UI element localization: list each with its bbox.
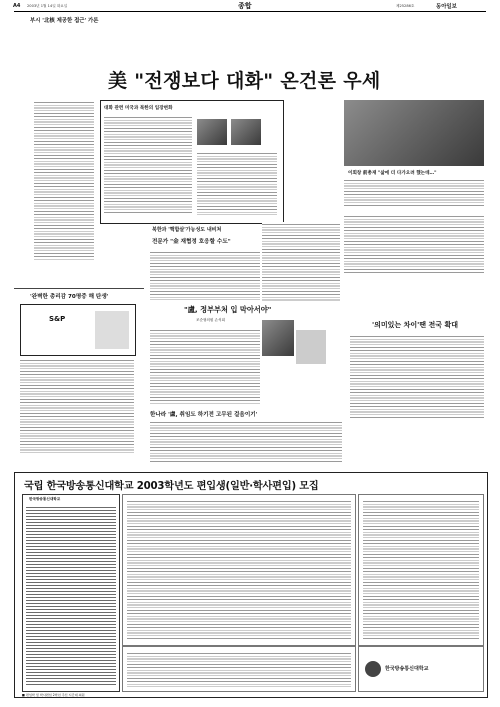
mid-right-text bbox=[350, 334, 484, 420]
paper-name: 동아일보 bbox=[436, 4, 457, 10]
university-logo-icon bbox=[365, 661, 381, 677]
bottom-center-text bbox=[150, 420, 342, 464]
top-subbox-title: 대화 관련 미국과 북한의 입장변화 bbox=[104, 106, 173, 111]
mid-center2-portrait-b bbox=[296, 330, 326, 364]
sp-logo: S&P bbox=[49, 315, 66, 323]
ad-left-box-title: 한국방송통신대학교 bbox=[29, 497, 61, 501]
mid-right-headline: '의미있는 차이'땐 전국 확대 bbox=[372, 321, 458, 329]
top-subbox bbox=[100, 100, 284, 224]
mid-center2-headline: "盧, 정부부처 입 막아서야" bbox=[184, 305, 272, 314]
mid-center2-byline: 조순형의원 손석희 bbox=[196, 318, 225, 322]
header-rule bbox=[14, 11, 486, 12]
ad-right-table bbox=[358, 494, 484, 646]
mid-left-logo-box bbox=[20, 304, 136, 356]
mid-center-headline: 전문가 "金 재협정 호응할 수도" bbox=[152, 239, 231, 245]
photo-press-conference bbox=[344, 100, 484, 166]
top-subbox-text-b bbox=[197, 151, 277, 215]
issue-number: 제25286호 bbox=[396, 4, 415, 8]
ad-right-table-text bbox=[363, 499, 479, 639]
top-headline: 美 "전쟁보다 대화" 온건론 우세 bbox=[108, 70, 381, 92]
ad-center-table bbox=[122, 494, 356, 646]
mid-center-text bbox=[150, 250, 260, 300]
mid-center-kicker: 북한과 '핵합살'가능성도 내비쳐 bbox=[152, 227, 222, 233]
mid-center2-text bbox=[150, 328, 260, 404]
ad-center-table-text bbox=[127, 499, 351, 639]
ad-left-box bbox=[22, 494, 120, 692]
top-right-text bbox=[344, 214, 484, 274]
mid-center2-portrait-a bbox=[262, 320, 294, 356]
ad-bottom-table-text bbox=[127, 651, 351, 687]
mid-left-photo bbox=[95, 311, 129, 349]
bottom-center-headline: 한나라 '盧, 취임도 하기전 고무된 걸음이기' bbox=[150, 412, 258, 418]
mid-left-headline: '완벽한 총리감 70명중 해 탄생' bbox=[30, 294, 109, 300]
ad-bottom-table bbox=[122, 646, 356, 692]
top-left-text bbox=[34, 100, 94, 260]
right-photo-caption: 이회창 前총재 "삶에 더 다가오려 했는데…" bbox=[348, 171, 437, 176]
top-kicker: 부시 '北核 제공한 접근' 가론 bbox=[30, 18, 99, 24]
top-subbox-text-a bbox=[104, 115, 192, 215]
photo-kim bbox=[231, 119, 261, 145]
ad-left-box-text bbox=[26, 505, 116, 685]
ad-title: 국립 한국방송통신대학교 2003학년도 편입생(일반·학사편입) 모집 bbox=[24, 481, 319, 492]
photo-bush bbox=[197, 119, 227, 145]
ad-sponsor-box bbox=[358, 646, 484, 692]
page-number: A4 bbox=[13, 3, 21, 9]
mid-center-text-2 bbox=[262, 222, 340, 302]
issue-date: 2003년 1월 14일 화요일 bbox=[27, 4, 68, 8]
section-title: 종합 bbox=[238, 2, 252, 10]
ad-footer-note: ■ 편입학 및 학사편입 2학년 주신 시간대 의원 bbox=[22, 693, 85, 697]
right-caption-text bbox=[344, 178, 484, 206]
mid-left-text bbox=[20, 358, 134, 454]
ad-sponsor-name: 한국방송통신대학교 bbox=[385, 666, 429, 672]
